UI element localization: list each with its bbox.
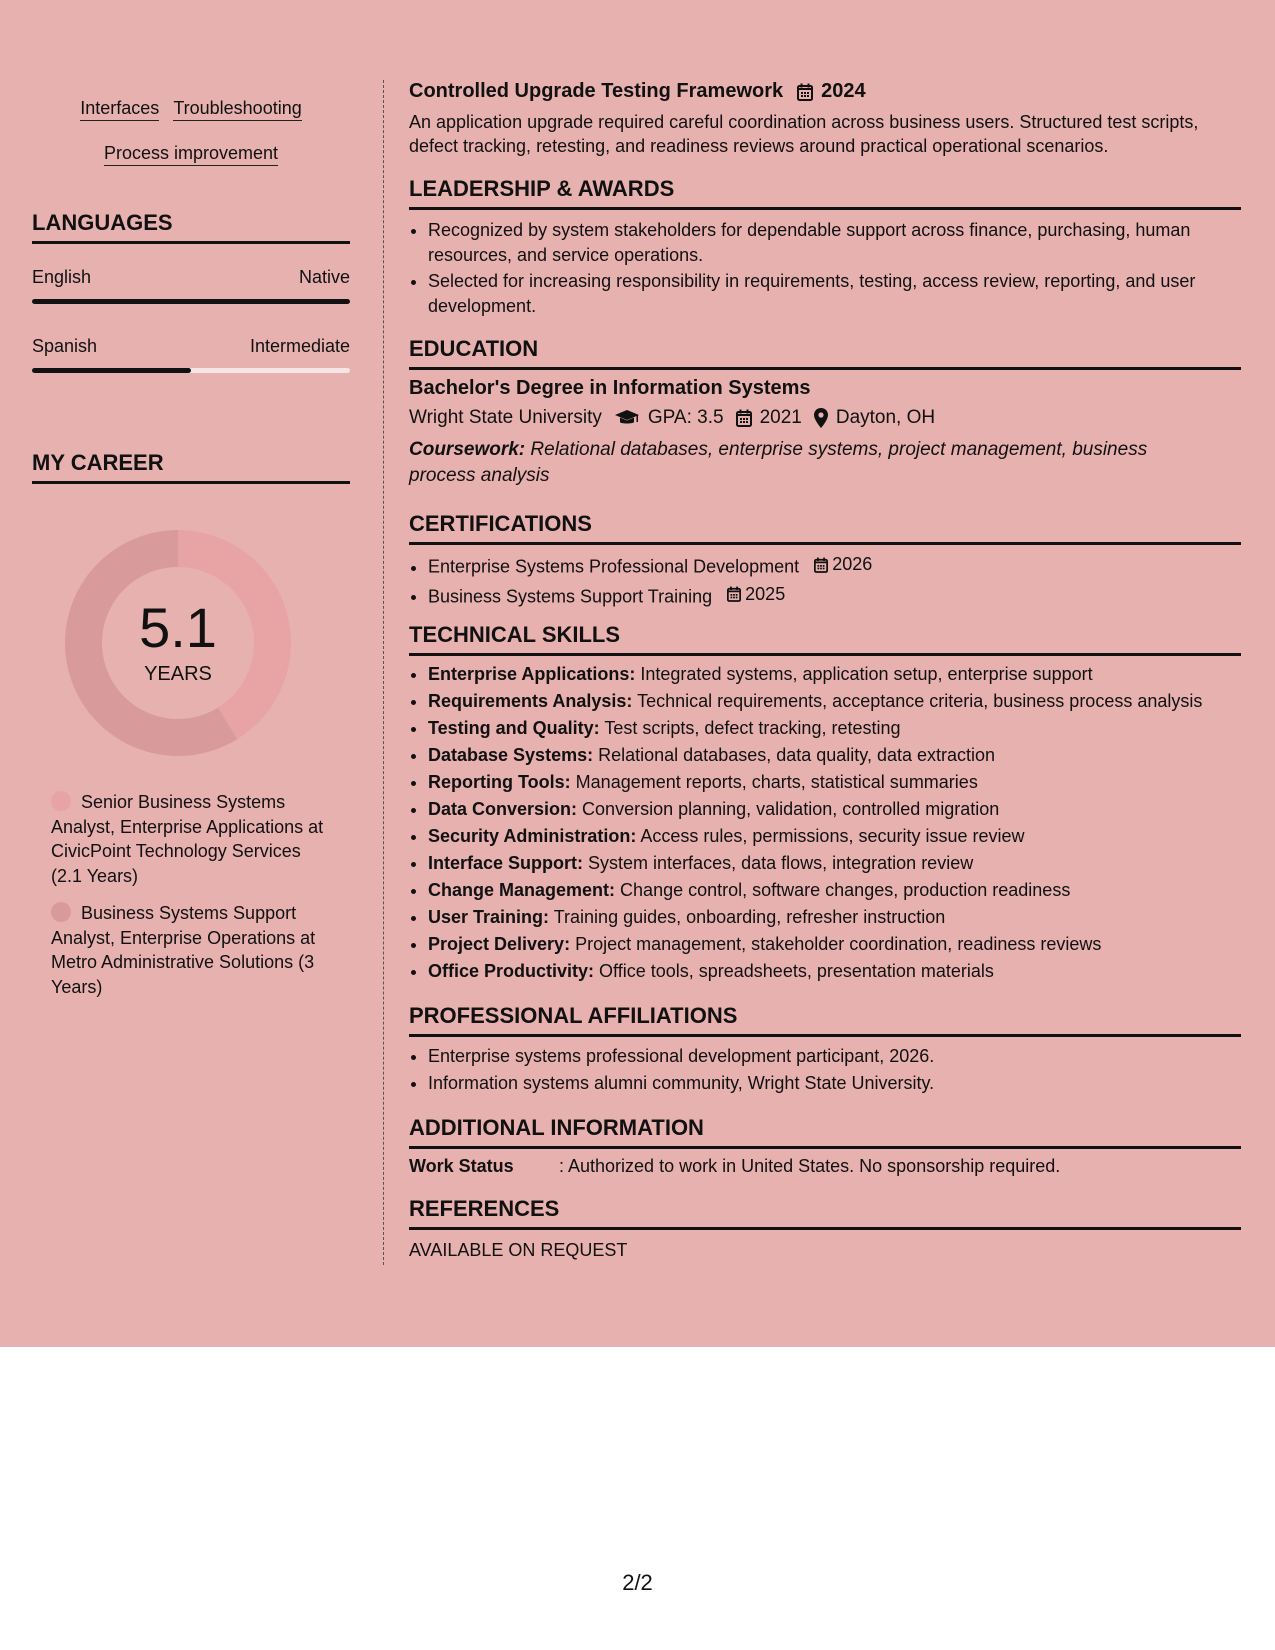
languages-heading: LANGUAGES [32,210,350,244]
list-item: • Selected for increasing responsibility in requirements, testing, access review, reporting, and user development. [428,269,1260,318]
legend-dot [51,902,71,922]
skill-label: Database Systems: [428,745,594,765]
skill-text: Project management, stakeholder coordination, readiness reviews [575,934,1102,954]
skill-text: System interfaces, data flows, integration review [588,853,974,873]
work-status-label: Work Status [409,1156,514,1176]
education-degree: Bachelor's Degree in Information Systems [409,377,811,399]
list-item [428,769,1260,796]
project-description: An application upgrade required careful coordination across business users. Structured test scripts, defect tracking, retesting, and readiness reviews around practical operational scenarios. [409,112,1199,156]
affiliations-list [409,1043,1260,1097]
column-divider [383,80,384,1265]
language-proficiency-fill [32,368,191,373]
coursework-label: Coursework: [409,439,526,460]
certifications-heading: CERTIFICATIONS [409,511,1241,545]
references-text: AVAILABLE ON REQUEST [409,1240,628,1260]
skill-text: Training guides, onboarding, refresher instruction [553,907,946,927]
skill-label: Office Productivity: [428,961,595,981]
calendar-icon [814,557,828,573]
language-proficiency-fill [32,299,350,304]
language-name: English [32,267,92,287]
skill-text: Conversion planning, validation, controlled migration [582,799,1000,819]
language-proficiency-bar [32,368,350,373]
additional-info-heading: ADDITIONAL INFORMATION [409,1115,1241,1149]
certification-year: 2025 [745,583,786,604]
page-number: 2/2 [622,1570,653,1595]
list-item [428,688,1260,715]
education-gpa: GPA: 3.5 [647,407,724,428]
coursework-text: Relational databases, enterprise systems, project management, business process analysis [409,439,1148,486]
skill-label: Enterprise Applications: [428,664,636,684]
graduation-cap-icon [614,409,640,427]
list-item [428,661,1260,688]
work-status-value: : Authorized to work in United States. No sponsorship required. [559,1156,1061,1176]
certifications-list [409,551,1260,610]
technical-skills-list [409,661,1260,985]
skill-text: Relational databases, data quality, data extraction [598,745,996,765]
list-item [428,742,1260,769]
project-title-row [409,80,866,103]
career-total-years: 5.1 [139,596,217,659]
technical-skills-heading: TECHNICAL SKILLS [409,622,1241,656]
career-heading: MY CAREER [32,450,350,484]
skill-tags [32,86,350,176]
education-heading: EDUCATION [409,336,1241,370]
skill-label: Testing and Quality: [428,718,600,738]
skill-label: Requirements Analysis: [428,691,633,711]
skill-text: Technical requirements, acceptance criteria, business process analysis [637,691,1203,711]
skill-tag: Process improvement [104,141,278,166]
skill-text: Management reports, charts, statistical summaries [575,772,978,792]
leadership-list [409,218,1260,320]
skill-label: User Training: [428,907,550,927]
language-level: Native [298,267,350,287]
list-item [428,551,1260,581]
skill-tag: Troubleshooting [173,96,301,121]
education-coursework [409,437,1209,489]
leadership-heading: LEADERSHIP & AWARDS [409,176,1241,210]
list-item [428,581,1260,611]
language-level: Intermediate [249,336,350,356]
language-name: Spanish [32,336,98,356]
list-item: • Enterprise systems professional development participant, 2026. [428,1043,1260,1070]
project-title: Controlled Upgrade Testing Framework [409,80,784,102]
list-item [428,796,1260,823]
calendar-icon [727,586,741,602]
certification-year: 2026 [832,554,873,574]
skill-text: Change control, software changes, production readiness [620,880,1071,900]
language-proficiency-bar [32,299,350,304]
list-item [428,850,1260,877]
skill-text: Access rules, permissions, security issue review [640,826,1025,846]
career-legend-item [51,790,336,888]
career-total-unit: YEARS [144,663,212,685]
list-item [428,958,1260,985]
skill-label: Security Administration: [428,826,637,846]
list-item: • Information systems alumni community, Wright State University. [428,1070,1260,1097]
skill-label: Change Management: [428,880,616,900]
list-item [428,877,1260,904]
language-row [32,336,350,357]
references-heading: REFERENCES [409,1196,1241,1230]
certification-name: Enterprise Systems Professional Development [428,556,800,577]
work-status-row [409,1156,1060,1177]
skill-label: Data Conversion: [428,799,578,819]
certification-name: Business Systems Support Training [428,586,713,606]
career-legend-label: Senior Business Systems Analyst, Enterprise Applications at CivicPoint Technology Services (2.1 Years) [51,792,324,886]
calendar-icon [736,409,752,427]
legend-dot [51,791,71,811]
skill-label: Project Delivery: [428,934,571,954]
list-item [428,904,1260,931]
list-item [428,823,1260,850]
skill-label: Interface Support: [428,853,584,873]
career-legend-label: Business Systems Support Analyst, Enterprise Operations at Metro Administrative Solutions (3 Years) [51,903,316,997]
career-legend-item [51,901,336,999]
list-item: • Recognized by system stakeholders for dependable support across finance, purchasing, human resources, and service operations. [428,218,1260,267]
affiliations-heading: PROFESSIONAL AFFILIATIONS [409,1003,1241,1037]
project-year: 2024 [821,80,866,102]
education-year: 2021 [759,407,802,428]
skill-text: Office tools, spreadsheets, presentation materials [599,961,994,981]
calendar-icon [797,83,813,101]
list-item [428,715,1260,742]
list-item [428,931,1260,958]
language-row [32,267,350,288]
education-school: Wright State University [409,407,602,428]
skill-label: Reporting Tools: [428,772,571,792]
education-meta [409,407,935,429]
skill-tag: Interfaces [80,96,159,121]
location-pin-icon [814,408,828,428]
skill-text: Integrated systems, application setup, enterprise support [640,664,1093,684]
skill-text: Test scripts, defect tracking, retesting [604,718,901,738]
education-location: Dayton, OH [835,407,936,428]
